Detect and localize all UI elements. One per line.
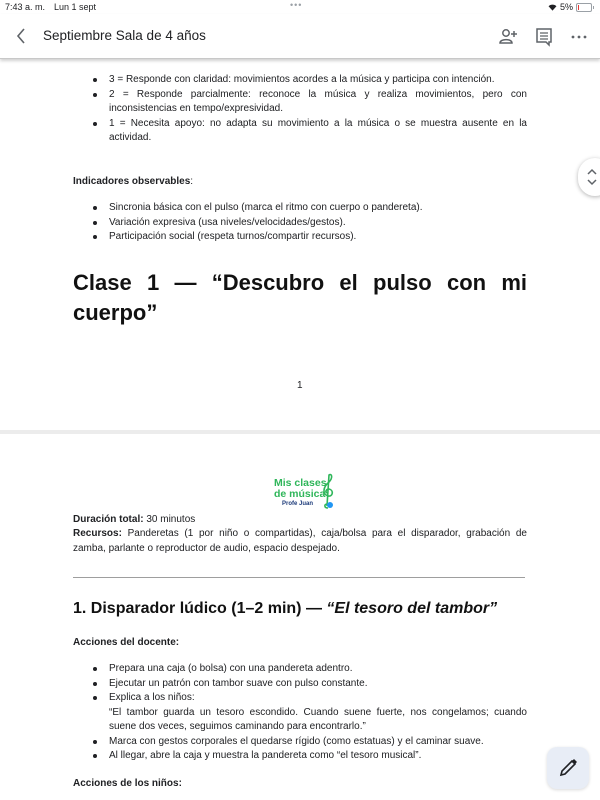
comment-icon	[533, 26, 555, 48]
app-bar	[0, 14, 600, 59]
share-button[interactable]	[497, 26, 519, 48]
logo	[270, 472, 338, 512]
pencil-icon	[547, 747, 589, 789]
logo-line-2: de música	[274, 488, 326, 500]
horizontal-rule	[73, 577, 525, 578]
page-break	[0, 430, 600, 434]
add-person-icon	[497, 26, 519, 48]
indicators-heading: Indicadores observables:	[73, 176, 194, 187]
indicators-label: Indicadores observables	[73, 176, 191, 187]
back-icon	[12, 24, 32, 48]
treble-clef-icon	[320, 472, 336, 510]
battery-icon	[576, 3, 592, 12]
status-time: 7:43 a. m.	[5, 2, 46, 12]
section-1-subtitle: “El tesoro del tambor”	[326, 600, 498, 617]
teacher-actions-heading: Acciones del docente:	[73, 637, 180, 648]
fast-scroll-handle[interactable]	[578, 158, 600, 196]
status-bar	[0, 0, 600, 14]
battery-percent: 5%	[559, 2, 573, 12]
multitasking-dots[interactable]: •••	[290, 0, 303, 10]
rubric-item: 3 = Responde con claridad: movimientos acordes a la música y participa con intención.	[73, 73, 527, 88]
chevron-up-down-icon	[581, 158, 600, 196]
wifi-icon	[548, 4, 557, 11]
class-title: Clase 1 — “Descubro el pulso con mi cuerpo”	[73, 270, 527, 325]
logo-line-1: Mis clases	[274, 477, 327, 489]
more-icon	[568, 26, 590, 48]
teacher-action-item: Marca con gestos corporales el quedarse rígido (como estatuas) y el caminar suave.	[73, 735, 527, 750]
section-1-title: 1. Disparador lúdico (1–2 min) — “El tesoro del tambor”	[73, 600, 498, 617]
back-button[interactable]	[12, 24, 32, 48]
duration-line: Duración total: 30 minutos	[73, 514, 196, 525]
resources-line: Recursos: Panderetas (1 por niño o compartidas), caja/bolsa para el disparador, grabación de zamba, parlante o reproductor de audio, espacio despejado.	[73, 528, 527, 554]
comments-button[interactable]	[533, 26, 555, 48]
indicator-item: Variación expresiva (usa niveles/velocidades/gestos).	[73, 216, 527, 231]
teacher-action-item: Ejecutar un patrón con tambor suave con pulso constante.	[73, 677, 527, 692]
rubric-item: 1 = Necesita apoyo: no adapta su movimiento a la música o se muestra ausente en la actividad.	[73, 117, 527, 146]
status-right	[548, 2, 592, 12]
teacher-quote: “El tambor guarda un tesoro escondido. Cuando suene fuerte, nos congelamos; cuando suene dos veces, seguimos caminando para encontrarlo.”	[109, 706, 527, 732]
more-options-button[interactable]	[568, 26, 590, 48]
children-actions-heading: Acciones de los niños:	[73, 778, 182, 789]
teacher-action-item: Explica a los niños: “El tambor guarda un tesoro escondido. Cuando suene fuerte, nos congelamos; cuando suene dos veces, seguimos caminando para encontrarlo.”	[73, 691, 527, 735]
indicators-list	[73, 201, 527, 245]
page-number: 1	[297, 380, 303, 391]
logo-line-3: Profe Juan	[282, 501, 314, 507]
teacher-action-item: Prepara una caja (o bolsa) con una pandereta adentro.	[73, 662, 527, 677]
teacher-actions-list	[73, 662, 527, 764]
indicator-item: Sincronia básica con el pulso (marca el ritmo con cuerpo o pandereta).	[73, 201, 527, 216]
edit-button[interactable]	[547, 747, 589, 789]
rubric-list	[73, 73, 527, 146]
rubric-item: 2 = Responde parcialmente: reconoce la música y realiza movimientos, pero con inconsistencias en tempo/expresividad.	[73, 88, 527, 117]
status-date: Lun 1 sept	[54, 2, 97, 12]
document-title: Septiembre Sala de 4 años	[43, 28, 206, 43]
indicator-item: Participación social (respeta turnos/compartir recursos).	[73, 230, 527, 245]
teacher-action-item: Al llegar, abre la caja y muestra la pandereta como “el tesoro musical”.	[73, 749, 527, 764]
